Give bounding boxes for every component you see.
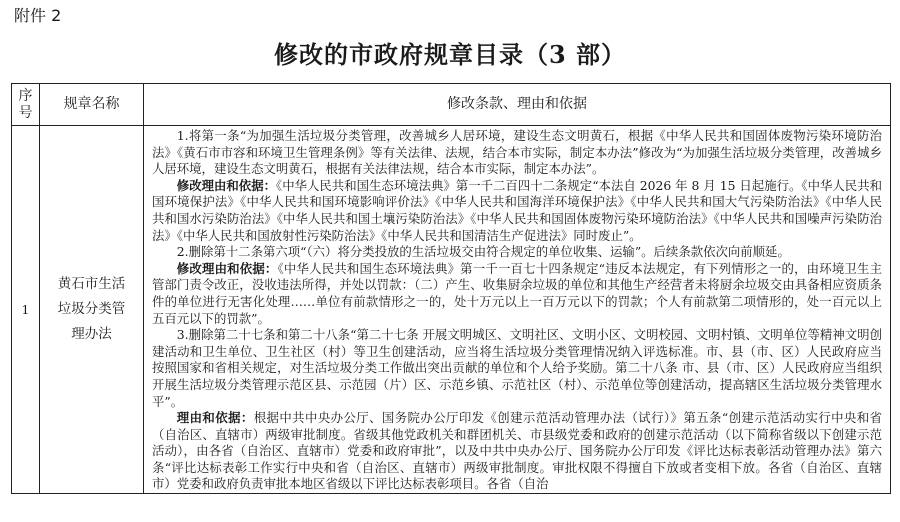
table-row [12,126,891,494]
regulation-name: 黄石市生活垃圾分类管理办法 [57,276,126,343]
regulations-table [11,83,891,494]
paragraph-reason-2: 修改理由和依据：《中华人民共和国生态环境法典》第一千一百七十四条规定“违反本法规定，有下列情形之一的，由环境卫生主管部门责令改正，没收违法所得，并处以罚款：（二）产生、收集厨余垃圾的单位和其他生产经营者未将厨余垃圾交由具备相应资质条件的单位进行无害化处理……单位有前款情形之一的，处十万元以上一百万元以下的罚款；个人有前款第二项情形的，处一百元以上五百元以下的罚款”。 [152,260,883,326]
paragraph-item-3: 3.删除第二十七条和第二十八条“第二十七条 开展文明城区、文明社区、文明小区、文明校园、文明村镇、文明单位等精神文明创建活动和卫生单位、卫生社区（村）等卫生创建活动，应当将生活垃圾分类管理情况纳入评选标准。市、县（市、区）人民政府应当按照国家和省相关规定，对生活垃圾分类工作做出突出贡献的单位和个人给予奖励。第二十八条 市、县（市、区）人民政府应当组织开展生活垃圾分类管理示范区县、示范园（片）区、示范乡镇、示范社区（村）、示范单位等创建活动，提高辖区生活垃圾分类管理水平”。 [152,327,882,409]
document-title: 修改的市政府规章目录（3 部） [273,40,627,69]
regulation-name-cell [40,126,144,494]
header-content: 修改条款、理由和依据 [144,84,891,126]
row-number: 1 [12,126,40,494]
paragraph-item-1: 1.将第一条“为加强生活垃圾分类管理，改善城乡人居环境，建设生态文明黄石，根据《中华人民共和国固体废物污染环境防治法》《黄石市市容和环境卫生管理条例》等有关法律、法规，结合本市实际，制定本办法”修改为“为加强生活垃圾分类管理，改善城乡人居环境，建设生态文明黄石，根据有关法律法规，结合本市实际，制定本办法”。 [152,128,882,177]
paragraph-reason-1: 修改理由和依据：《中华人民共和国生态环境法典》第一千二百四十二条规定“本法自 2026 年 8 月 15 日起施行。《中华人民共和国环境保护法》《中华人民共和国环境影响评价法》《中华人民共和国海洋环境保护法》《中华人民共和国大气污染防治法》《中华人民共和国水污染防治法》《中华人民共和国土壤污染防治法》《中华人民共和国固体废物污染环境防治法》《中华人民共和国噪声污染防治法》《中华人民共和国放射性污染防治法》《中华人民共和国清洁生产促进法》同时废止”。 [152,177,883,243]
paragraph-item-2: 2.删除第十二条第六项“（六）将分类投放的生活垃圾交由符合规定的单位收集、运输”。后续条款依次向前顺延。 [176,244,790,260]
attachment-label: 附件 2 [14,6,62,25]
content-cell [144,126,891,494]
paragraph-reason-3: 理由和依据：根据中共中央办公厅、国务院办公厅印发《创建示范活动管理办法（试行）》第五条“创建示范活动实行中央和省（自治区、直辖市）两级审批制度。省级其他党政机关和群团机关、市县级党委和政府的创建示范活动（以下简称省级以下创建示范活动），由各省（自治区、直辖市）党委和政府审批”，以及中共中央办公厅、国务院办公厅印发《评比达标表彰活动管理办法》第六条“评比达标表彰工作实行中央和省（自治区、直辖市）两级审批制度。审批权限不得擅自下放或者变相下放。各省（自治区、直辖市）党委和政府负责审批本地区省级以下评比达标表彰项目。各省（自治 [152,410,882,492]
table-header-row [12,84,891,126]
header-name: 规章名称 [40,84,144,126]
header-no: 序号 [12,84,40,126]
